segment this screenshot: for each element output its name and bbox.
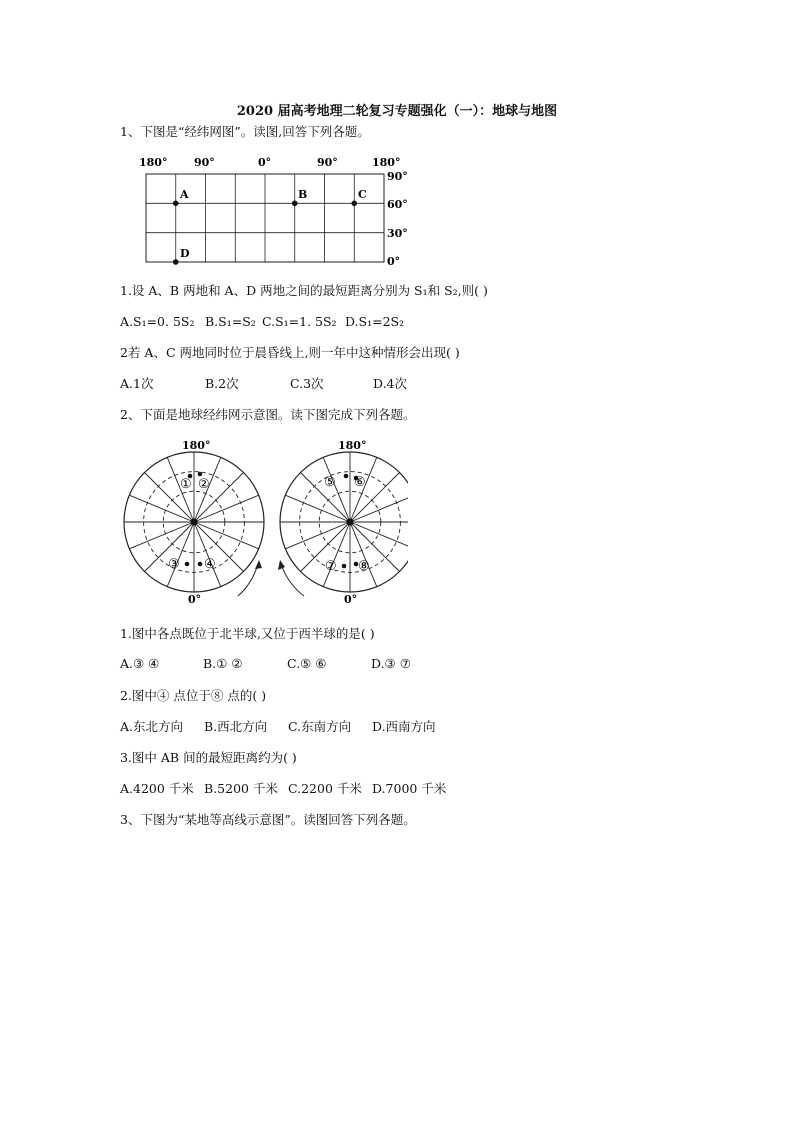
option-d[interactable]: D.S₁=2S₂ [345,314,405,329]
right-rotation-arrow [281,564,304,596]
right-bottom-label: 0° [344,593,358,606]
point-b-dot [292,201,298,207]
option-b[interactable]: B.西北方向 [204,719,268,734]
option-b[interactable]: B.5200 千米 [204,781,278,796]
marker-4: ④ [204,557,216,572]
q1-sub2-options [120,376,407,392]
point-c-dot [351,201,357,207]
right-top-label: 180° [338,439,367,452]
q2-sub3-options [120,781,446,797]
point-a-label: A [180,188,189,201]
polar-meridian-line [350,522,408,549]
q2-sub3-text: 3.图中 AB 间的最短距离约为( ) [120,750,297,765]
q2-sub2-text: 2.图中④ 点位于⑧ 点的( ) [120,688,267,703]
q3-intro: 3、下图为“某地等高线示意图”。读图回答下列各题。 [120,812,416,827]
q2-sub1-text: 1.图中各点既位于北半球,又位于西半球的是( ) [120,626,375,641]
option-c[interactable]: C.东南方向 [288,719,352,734]
q2-sub2-options [120,719,436,735]
option-d[interactable]: D.西南方向 [372,719,436,734]
q1-sub2-text: 2若 A、C 两地同时位于晨昏线上,则一年中这种情形会出现( ) [120,345,460,360]
point-d-label: D [180,247,190,260]
polar-grid-figure [118,436,408,608]
lon-label-180e: 180° [372,156,401,169]
option-a[interactable]: A.1次 [120,376,154,391]
option-d[interactable]: D.7000 千米 [372,781,447,796]
q1-sub1-options [120,314,404,330]
marker-6: ⑥ [354,475,366,490]
marker-3: ③ [168,557,180,572]
left-polar-diagram [124,452,264,592]
option-a[interactable]: A.③ ④ [120,656,160,671]
option-d[interactable]: D.③ ⑦ [371,656,411,671]
pole-dot [347,519,354,526]
pole-dot [191,519,198,526]
marker-5: ⑤ [324,475,336,490]
option-c[interactable]: C.2200 千米 [288,781,362,796]
option-a[interactable]: A.东北方向 [120,719,184,734]
point-d-dot [173,259,179,265]
option-a[interactable]: A.S₁=0. 5S₂ [120,314,195,329]
lon-label-180w: 180° [139,156,168,169]
q1-intro: 1、下图是“经纬网图”。读图,回答下列各题。 [120,124,370,139]
polar-meridian-line [350,495,408,522]
option-a[interactable]: A.4200 千米 [120,781,194,796]
left-top-label: 180° [182,439,211,452]
page-title: 2020 届高考地理二轮复习专题强化（一）：地球与地图 [236,104,558,119]
option-c[interactable]: C.S₁=1. 5S₂ [262,314,337,329]
lon-label-0: 0° [258,156,272,169]
lat-lon-grid-figure [130,152,410,270]
q1-sub1-text: 1.设 A、B 两地和 A、D 两地之间的最短距离分别为 S₁和 S₂,则( ) [120,283,488,298]
lat-label-0: 0° [387,255,401,268]
option-c[interactable]: C.⑤ ⑥ [287,656,327,671]
lon-label-90w: 90° [194,156,215,169]
left-bottom-label: 0° [188,593,202,606]
option-b[interactable]: B.S₁=S₂ [205,314,256,329]
lat-label-90: 90° [387,170,408,183]
marker-1: ① [180,477,192,492]
marker-8: ⑧ [358,559,370,574]
option-d[interactable]: D.4次 [373,376,408,391]
option-b[interactable]: B.2次 [205,376,239,391]
option-c[interactable]: C.3次 [290,376,324,391]
lat-label-30: 30° [387,227,408,240]
lon-label-90e: 90° [317,156,338,169]
point-c-label: C [358,188,367,201]
marker-2: ② [198,477,210,492]
option-b[interactable]: B.① ② [203,656,243,671]
lat-label-60: 60° [387,198,408,211]
point-a-dot [173,201,179,207]
point-b-label: B [298,188,308,201]
right-polar-diagram [280,452,408,592]
q2-sub1-options [120,656,411,672]
q2-intro: 2、下面是地球经纬网示意图。读下图完成下列各题。 [120,407,416,422]
marker-7: ⑦ [325,559,337,574]
